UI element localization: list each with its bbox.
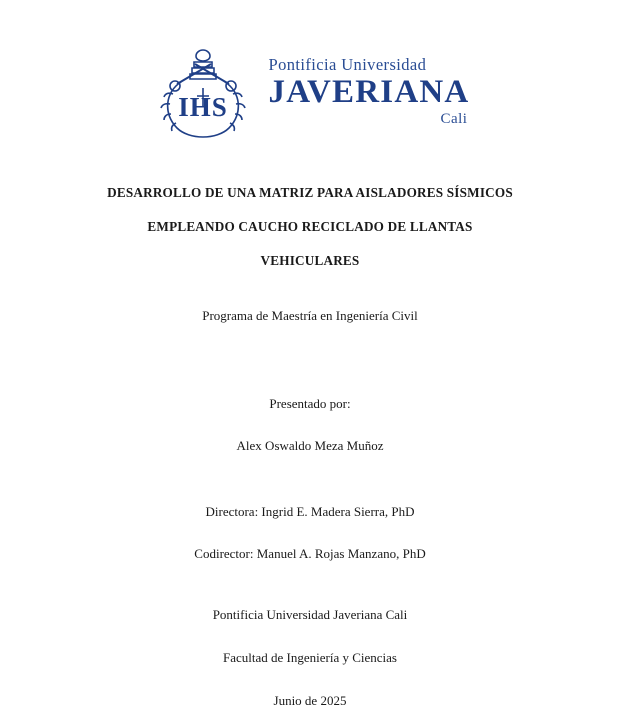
publication-date: Junio de 2025 [273,692,347,708]
faculty-name: Facultad de Ingeniería y Ciencias [223,649,397,665]
title-line-1: DESARROLLO DE UNA MATRIZ PARA AISLADORES SÍSMICOS [107,185,513,200]
wordmark-line-3: Cali [440,110,468,127]
presented-by-label: Presentado por: [269,395,351,411]
advisors-block [0,504,620,562]
svg-text:IHS: IHS [177,92,228,122]
institution-name: Pontificia Universidad Javeriana Cali [212,606,408,622]
advisor-codirector: Codirector: Manuel A. Rojas Manzano, PhD [194,545,426,561]
university-logo [0,0,620,140]
title-line-3: VEHICULARES [260,253,360,269]
advisor-director: Directora: Ingrid E. Madera Sierra, PhD [205,503,415,519]
university-crest-icon [151,44,255,140]
page-title [0,186,620,268]
wordmark-line-2: JAVERIANA [268,73,470,110]
program-name: Programa de Maestría en Ingeniería Civil [202,307,418,323]
institution-block [0,607,620,709]
wordmark-line-1: Pontificia Universidad [268,55,427,75]
university-wordmark [269,57,470,127]
title-line-2: EMPLEANDO CAUCHO RECICLADO DE LLANTAS [147,219,473,235]
author-name: Alex Oswaldo Meza Muñoz [236,437,384,453]
